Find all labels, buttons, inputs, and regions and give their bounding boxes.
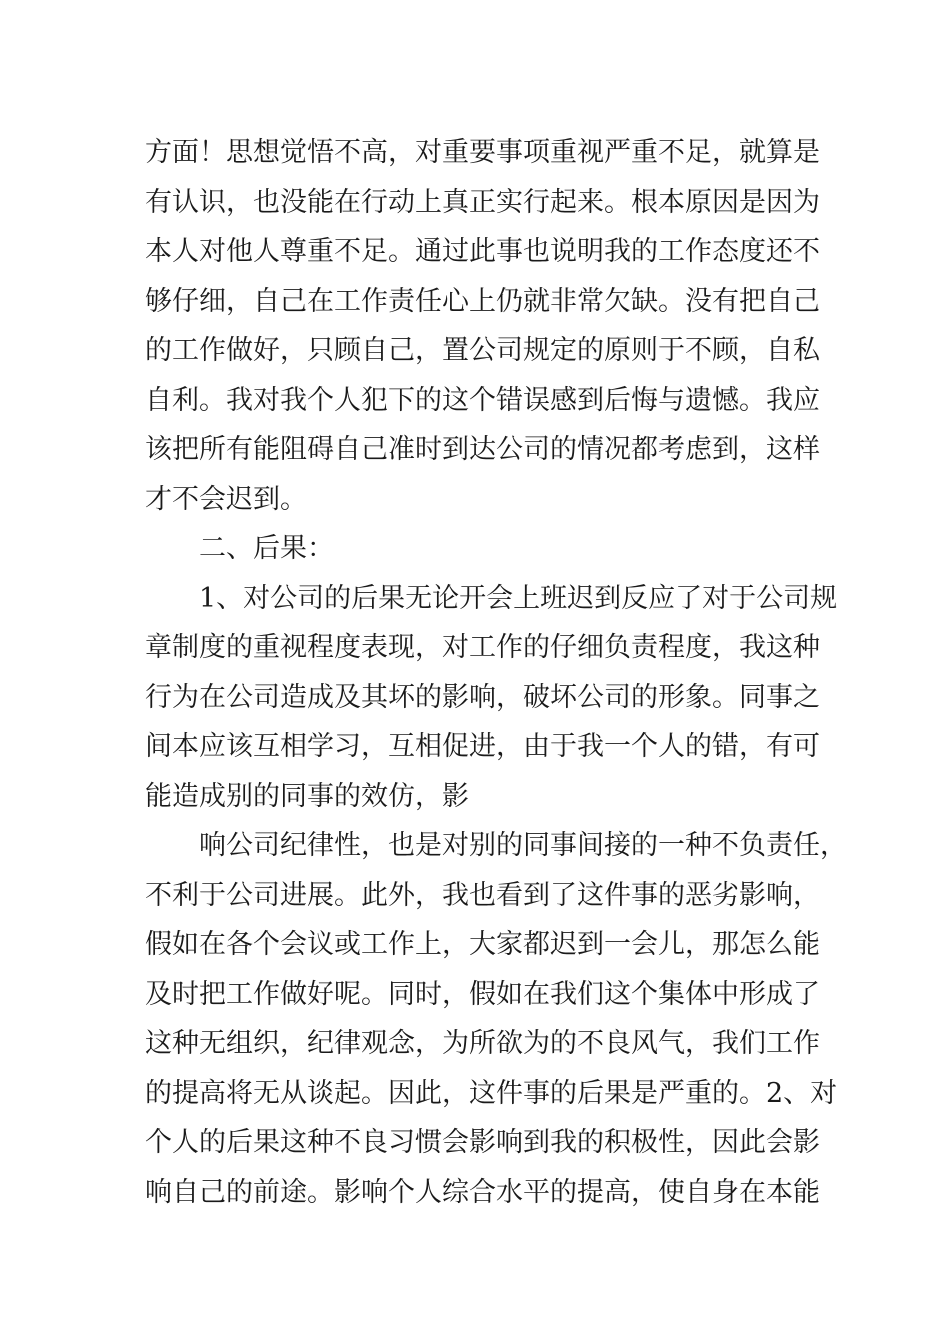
text-line: 个人的后果这种不良习惯会影响到我的积极性，因此会影 bbox=[145, 1127, 820, 1158]
text-line: 自利。我对我个人犯下的这个错误感到后悔与遗憾。我应 bbox=[145, 384, 820, 416]
paragraph-first-line: 1、对公司的后果无论开会上班迟到反应了对于公司规 bbox=[199, 582, 838, 614]
section-heading: 二、后果： bbox=[199, 533, 334, 564]
document-body bbox=[145, 128, 847, 1217]
text-line: 方面！思想觉悟不高，对重要事项重视严重不足，就算是 bbox=[145, 137, 820, 168]
text-line: 本人对他人尊重不足。通过此事也说明我的工作态度还不 bbox=[145, 236, 820, 267]
text-line: 才不会迟到。 bbox=[145, 483, 307, 515]
text-line: 假如在各个会议或工作上，大家都迟到一会儿，那怎么能 bbox=[145, 929, 820, 960]
text-line: 有认识，也没能在行动上真正实行起来。根本原因是因为 bbox=[145, 186, 820, 218]
text-line: 能造成别的同事的效仿，影 bbox=[145, 780, 469, 812]
text-line: 够仔细，自己在工作责任心上仍就非常欠缺。没有把自己 bbox=[145, 285, 820, 317]
text-line: 不利于公司进展。此外，我也看到了这件事的恶劣影响， bbox=[145, 879, 820, 911]
text-line: 响自己的前途。影响个人综合水平的提高，使自身在本能 bbox=[145, 1176, 820, 1208]
text-line: 的提高将无从谈起。因此，这件事的后果是严重的。2、对 bbox=[145, 1077, 838, 1109]
text-line: 间本应该互相学习，互相促进，由于我一个人的错，有可 bbox=[145, 731, 820, 762]
text-line: 行为在公司造成及其坏的影响，破坏公司的形象。同事之 bbox=[145, 681, 820, 713]
paragraph-first-line: 响公司纪律性，也是对别的同事间接的一种不负责任， bbox=[199, 830, 847, 861]
text-line: 及时把工作做好呢。同时，假如在我们这个集体中形成了 bbox=[145, 978, 820, 1010]
text-line: 章制度的重视程度表现，对工作的仔细负责程度，我这种 bbox=[145, 632, 820, 663]
text-line: 该把所有能阻碍自己准时到达公司的情况都考虑到，这样 bbox=[145, 434, 820, 465]
text-line: 这种无组织，纪律观念，为所欲为的不良风气，我们工作 bbox=[145, 1028, 820, 1059]
text-line: 的工作做好，只顾自己，置公司规定的原则于不顾，自私 bbox=[145, 335, 820, 366]
